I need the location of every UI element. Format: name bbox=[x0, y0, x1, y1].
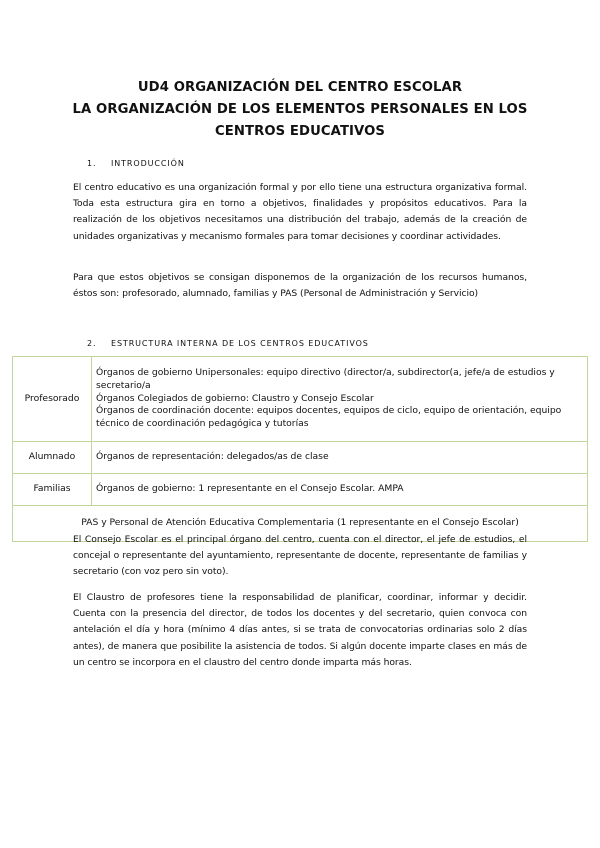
row-label: Alumnado bbox=[13, 442, 92, 474]
section-1-title: INTRODUCCIÓN bbox=[111, 159, 185, 168]
row-label: Profesorado bbox=[13, 357, 92, 442]
section-2-title: ESTRUCTURA INTERNA DE LOS CENTROS EDUCATIVOS bbox=[111, 339, 369, 348]
table-row bbox=[13, 357, 588, 442]
section-1-heading bbox=[87, 159, 185, 168]
table-footer-row: PAS y Personal de Atención Educativa Complementaria (1 representante en el Consejo Escolar) bbox=[13, 506, 588, 542]
row-label: Familias bbox=[13, 474, 92, 506]
consejo-paragraph: El Consejo Escolar es el principal órgano del centro, cuenta con el director, el jefe de estudios, el concejal o representante del ayuntamiento, representante de docente, representante de familias y secretario (con voz pero sin voto). bbox=[73, 534, 527, 578]
intro-paragraph-1: El centro educativo es una organización formal y por ello tiene una estructura organizativa formal. Toda esta estructura gira en torno a objetivos, finalidades y propósitos educativos. Para la realización de los objetivos necesitamos una distribución del trabajo, además de la creación de unidades organizativas y mecanismo formales para tomar decisiones y coordinar actividades. bbox=[73, 182, 527, 242]
row-content bbox=[92, 357, 588, 442]
title-line-3: CENTROS EDUCATIVOS bbox=[214, 124, 386, 139]
row-line: Órganos Colegiados de gobierno: Claustro y Consejo Escolar bbox=[96, 392, 374, 404]
table-row bbox=[13, 474, 588, 506]
document-title bbox=[60, 77, 540, 143]
row-line: Órganos de gobierno Unipersonales: equipo directivo (director/a, subdirector(a, jefe/a de estudios y secretario/a bbox=[96, 367, 555, 391]
row-line: Órganos de gobierno: 1 representante en el Consejo Escolar. AMPA bbox=[96, 483, 404, 495]
title-line-1: UD4 ORGANIZACIÓN DEL CENTRO ESCOLAR bbox=[137, 80, 463, 95]
structure-table bbox=[12, 356, 588, 542]
title-line-2: LA ORGANIZACIÓN DE LOS ELEMENTOS PERSONALES EN LOS bbox=[72, 102, 528, 117]
row-content bbox=[92, 474, 588, 506]
intro-paragraph-2: Para que estos objetivos se consigan disponemos de la organización de los recursos humanos, éstos son: profesorado, alumnado, familias y PAS (Personal de Administración y Servicio) bbox=[73, 272, 527, 300]
section-1-number: 1. bbox=[87, 159, 97, 168]
claustro-paragraph: El Claustro de profesores tiene la responsabilidad de planificar, coordinar, informar y decidir. Cuenta con la presencia del director, de todos los docentes y del secretario, quien convoca con antelación el día y hora (mínimo 4 días antes, si se trata de convocatorias ordinarias solo 2 días antes), de manera que posibilite la asistencia de todos. Si algún docente imparte clases en más de un centro se incorpora en el claustro del centro donde imparta más horas. bbox=[73, 592, 527, 668]
row-line: Órganos de representación: delegados/as de clase bbox=[96, 451, 329, 463]
row-line: Órganos de coordinación docente: equipos docentes, equipos de ciclo, equipo de orientación, equipo técnico de coordinación pedagógica y tutorías bbox=[96, 405, 562, 430]
section-2-heading bbox=[87, 339, 369, 348]
row-content bbox=[92, 442, 588, 474]
section-2-number: 2. bbox=[87, 339, 97, 348]
table-row bbox=[13, 442, 588, 474]
